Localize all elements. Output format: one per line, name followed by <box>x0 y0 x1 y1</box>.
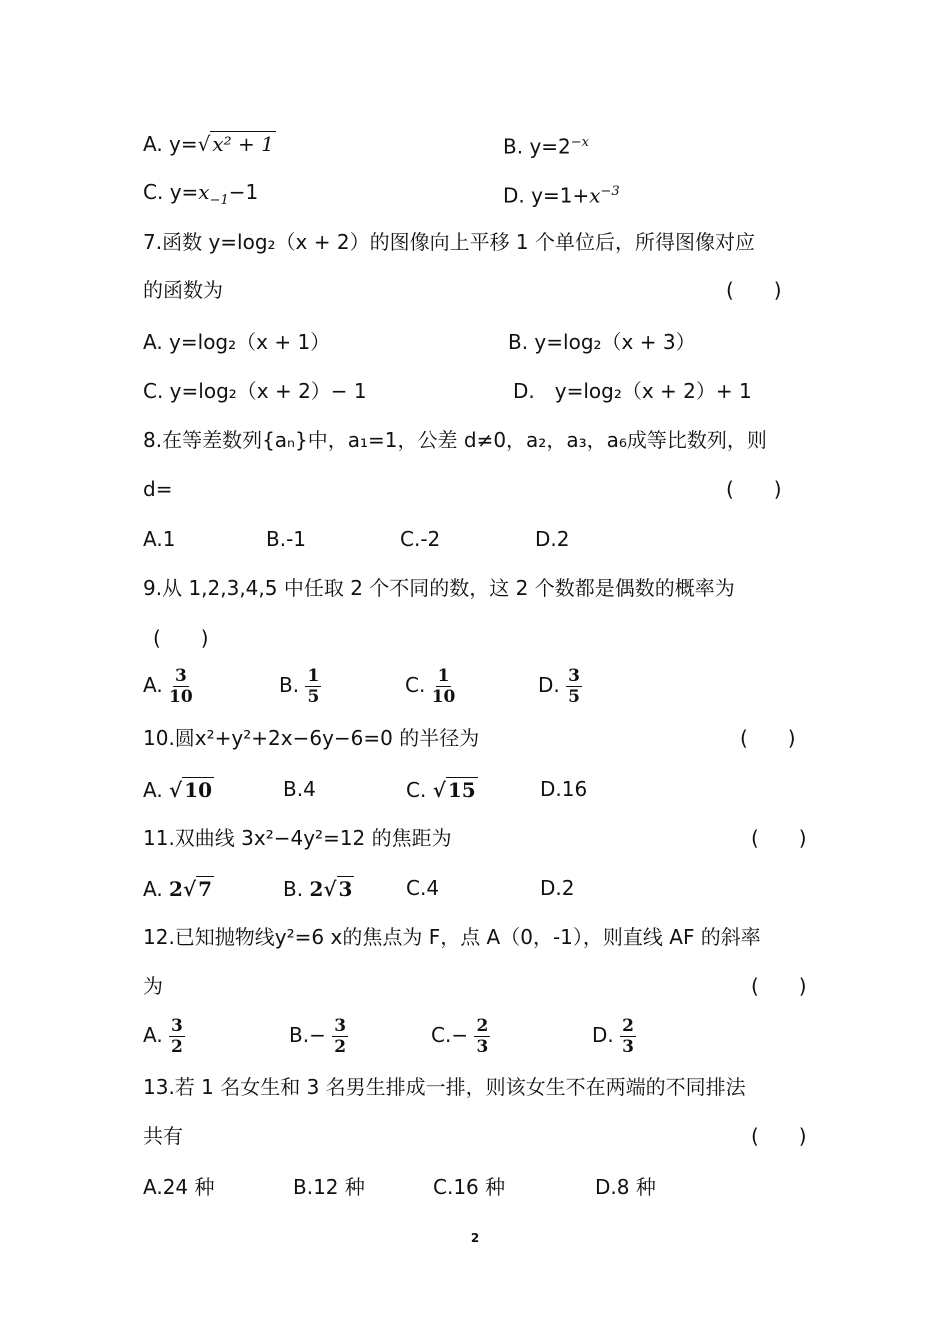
q11-option-b <box>283 876 354 901</box>
q13-option-a: A.24 种 <box>143 1175 215 1199</box>
fraction <box>169 666 193 707</box>
option-label: D. <box>503 183 525 208</box>
exponent: −x <box>570 135 589 150</box>
option-prefix: y= <box>169 180 199 204</box>
q10-option-c <box>406 777 478 802</box>
option-label: A. <box>143 778 163 802</box>
q12-option-a <box>143 1016 185 1057</box>
denominator: 10 <box>431 687 456 707</box>
page-number: 2 <box>470 1231 480 1245</box>
q10-option-d: D.16 <box>540 777 588 801</box>
fraction <box>305 666 321 707</box>
q13-option-b: B.12 种 <box>293 1175 365 1199</box>
q6-option-b <box>503 131 589 159</box>
q6-option-c <box>143 180 258 213</box>
q7-option-b: B. y=log₂（x + 3） <box>508 330 696 354</box>
numerator: 2 <box>476 1016 489 1036</box>
denominator: 5 <box>307 687 320 707</box>
radicand: 7 <box>198 877 213 901</box>
sign: − <box>451 1023 475 1047</box>
q8-option-b: B.-1 <box>266 527 307 551</box>
sign: − <box>309 1023 326 1047</box>
q13-stem-line1: 13.若 1 名女生和 3 名男生排成一排，则该女生不在两端的不同排法 <box>143 1075 746 1099</box>
denominator: 3 <box>476 1037 489 1057</box>
variable: x <box>198 180 210 204</box>
q13-option-d: D.8 种 <box>595 1175 656 1199</box>
q12-option-b <box>289 1016 348 1057</box>
fraction <box>566 666 582 707</box>
option-label: C. <box>406 778 427 802</box>
sqrt-expression: √ x² + 1 <box>197 132 274 156</box>
q7-stem-line1: 7.函数 y=log₂（x + 2）的图像向上平移 1 个单位后，所得图像对应 <box>143 230 756 254</box>
option-label: A. <box>143 132 163 156</box>
numerator: 3 <box>568 666 580 686</box>
q8-option-d: D.2 <box>535 527 570 551</box>
q7-option-a: A. y=log₂（x + 1） <box>143 330 331 354</box>
sqrt-expression: √ 15 <box>432 778 476 802</box>
option-label: C. <box>431 1023 452 1047</box>
option-label: C. <box>143 180 164 204</box>
numerator: 3 <box>171 1016 183 1036</box>
q7-stem-line2: 的函数为 <box>143 278 223 302</box>
q12-stem-line1: 12.已知抛物线y²=6 x的焦点为 F，点 A（0，-1），则直线 AF 的斜率 <box>143 925 761 949</box>
option-label: A. <box>143 1023 163 1047</box>
coefficient: 2 <box>309 877 324 901</box>
denominator: 5 <box>568 687 580 707</box>
q8-stem-line2: d= <box>143 477 173 501</box>
q9-option-c <box>405 666 455 707</box>
q12-option-d <box>592 1016 636 1057</box>
option-suffix: −1 <box>228 180 259 204</box>
option-label: A. <box>143 877 163 901</box>
q8-answer-paren: ( ) <box>726 477 782 501</box>
q6-option-a <box>143 131 276 156</box>
q9-answer-paren: ( ) <box>153 626 209 650</box>
denominator: 2 <box>334 1037 347 1057</box>
option-prefix: y=1+ <box>531 183 590 208</box>
q11-stem-line1: 11.双曲线 3x²−4y²=12 的焦距为 <box>143 826 452 850</box>
option-label: B. <box>283 877 304 901</box>
q11-option-d: D.2 <box>540 876 575 900</box>
fraction <box>332 1016 348 1057</box>
numerator: 2 <box>622 1016 634 1036</box>
numerator: 1 <box>307 666 320 686</box>
q11-option-c: C.4 <box>406 876 440 900</box>
option-prefix: y=2 <box>529 134 571 159</box>
option-label: B. <box>503 134 524 159</box>
sqrt-expression: √ 7 <box>182 877 213 901</box>
numerator: 3 <box>174 666 187 686</box>
denominator: 10 <box>169 687 193 707</box>
q7-option-c: C. y=log₂（x + 2）− 1 <box>143 379 367 403</box>
numerator: 1 <box>437 666 450 686</box>
q9-option-b <box>279 666 321 707</box>
option-label: C. <box>405 673 426 697</box>
q12-answer-paren: ( ) <box>751 974 807 998</box>
fraction <box>620 1016 636 1057</box>
subscript: −1 <box>209 193 229 208</box>
option-label: D. <box>538 673 560 697</box>
sqrt-expression: √ 3 <box>323 877 353 901</box>
denominator: 3 <box>622 1037 634 1057</box>
q10-answer-paren: ( ) <box>740 726 796 750</box>
q11-option-a <box>143 876 214 901</box>
q10-option-a <box>143 777 214 802</box>
q13-answer-paren: ( ) <box>751 1124 807 1148</box>
exponent: −3 <box>600 184 620 199</box>
q9-option-d <box>538 666 582 707</box>
q10-option-b: B.4 <box>283 777 316 801</box>
q10-stem-line1: 10.圆x²+y²+2x−6y−6=0 的半径为 <box>143 726 480 750</box>
radicand: 10 <box>184 778 213 802</box>
q13-option-c: C.16 种 <box>433 1175 506 1199</box>
sqrt-expression: √ 10 <box>169 778 213 802</box>
q6-option-d <box>503 180 620 208</box>
radicand: 15 <box>447 778 476 802</box>
q8-option-c: C.-2 <box>400 527 441 551</box>
option-label: D. <box>592 1023 614 1047</box>
q9-stem-line1: 9.从 1,2,3,4,5 中任取 2 个不同的数，这 2 个数都是偶数的概率为 <box>143 576 735 600</box>
q7-option-d: D. y=log₂（x + 2）+ 1 <box>513 379 752 403</box>
q9-option-a <box>143 666 193 707</box>
q12-option-c <box>431 1016 490 1057</box>
option-prefix: y= <box>169 132 198 156</box>
q8-option-a: A.1 <box>143 527 176 551</box>
q7-answer-paren: ( ) <box>726 278 782 302</box>
variable: x <box>589 183 601 208</box>
fraction <box>169 1016 185 1057</box>
q13-stem-line2: 共有 <box>143 1124 183 1148</box>
fraction <box>474 1016 490 1057</box>
coefficient: 2 <box>169 877 183 901</box>
option-label: A. <box>143 673 163 697</box>
q11-answer-paren: ( ) <box>751 826 807 850</box>
radicand: 3 <box>338 877 353 901</box>
denominator: 2 <box>171 1037 183 1057</box>
fraction <box>432 666 456 707</box>
q8-stem-line1: 8.在等差数列{aₙ}中，a₁=1，公差 d≠0，a₂，a₃，a₆成等比数列，则 <box>143 428 767 452</box>
numerator: 3 <box>334 1016 347 1036</box>
option-label: B. <box>279 673 300 697</box>
q12-stem-line2: 为 <box>143 974 163 998</box>
radicand: x² + 1 <box>212 132 274 156</box>
option-label: B. <box>289 1023 310 1047</box>
